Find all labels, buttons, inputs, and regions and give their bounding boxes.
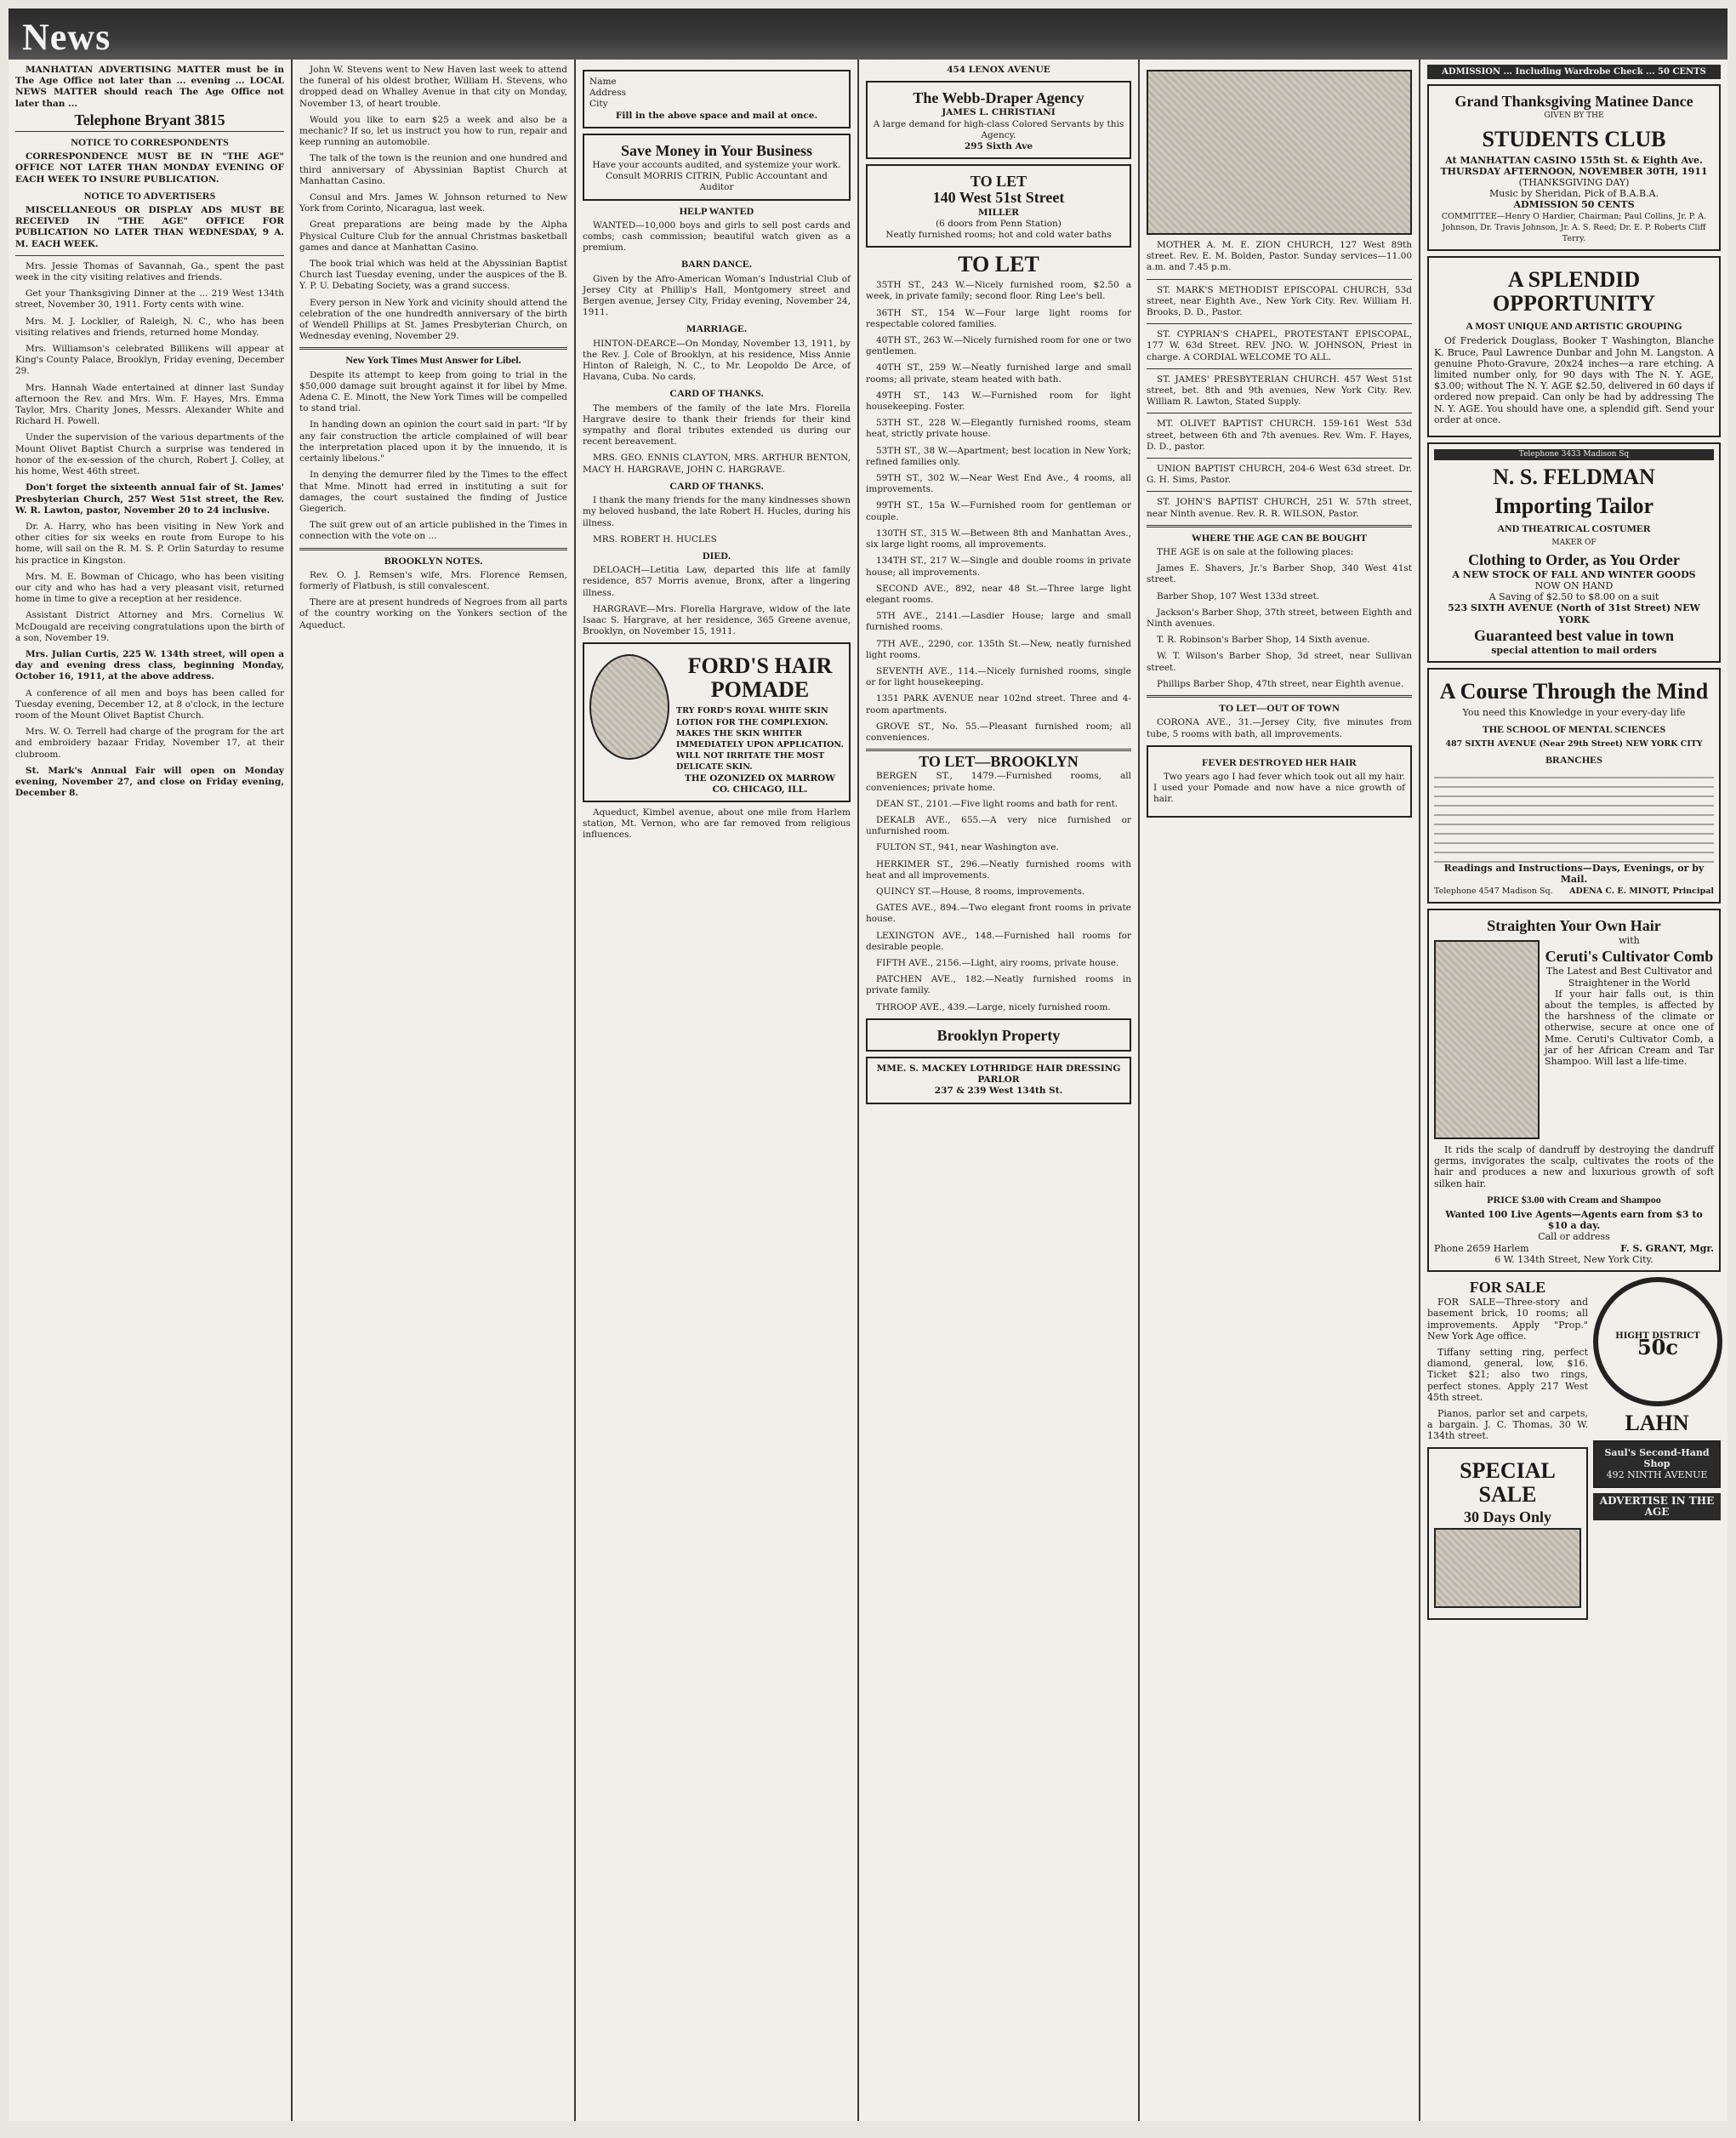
hat-illustration: [1434, 1528, 1581, 1608]
feldman-mail: special attention to mail orders: [1491, 645, 1657, 657]
course-school: THE SCHOOL OF MENTAL SCIENCES: [1482, 722, 1666, 735]
advertising-notice: MANHATTAN ADVERTISING MATTER must be in The Age Office not later than ... evening ... LOCAL NEWS MATTER should reach The Age Office not later than ...: [15, 65, 284, 109]
mackey-name: MME. S. MACKEY LOTHRIDGE HAIR DRESSING PARLOR: [876, 1063, 1121, 1086]
news-item: The book trial which was held at the Abyssinian Baptist Church last Tuesday evening, under the auspices of the B. Y. P. U. Debating Society, was a grand success.: [299, 259, 567, 292]
ceruti-sub: The Latest and Best Cultivator and Straightener in the World: [1545, 966, 1713, 989]
feldman-tailor-ad: [1427, 442, 1721, 663]
saul-shop-ad: [1593, 1440, 1721, 1488]
news-item: The talk of the town is the reunion and one hundred and third anniversary of Abyssinian Baptist Church at Manhattan Casino.: [299, 153, 567, 186]
special-sale-days: 30 Days Only: [1463, 1508, 1552, 1525]
listing: SECOND AVE., 892, near 48 St.—Three large light elegant rooms.: [866, 583, 1131, 605]
card-of-thanks-body: I thank the many friends for the many kindnesses shown my beloved husband, the late Robert H. Hucles, during his illness.: [583, 495, 851, 528]
webb-draper-ad: [866, 81, 1131, 159]
students-date: THURSDAY AFTERNOON, NOVEMBER 30TH, 1911: [1440, 165, 1708, 177]
times-paragraph: In handing down an opinion the court said in part: "If by any fair construction the article complained of will bear the interpretation placed upon it by the innuendo, it is certainly libelous.": [299, 419, 567, 465]
students-given: GIVEN BY THE: [1544, 111, 1604, 121]
students-day: (THANKSGIVING DAY): [1518, 177, 1630, 189]
fever-hair-ad: [1147, 745, 1412, 818]
brooklyn-notes-heading: BROOKLYN NOTES.: [384, 554, 483, 567]
listing: FIFTH AVE., 2156.—Light, airy rooms, private house.: [876, 957, 1119, 968]
listing: 35TH ST., 243 W.—Nicely furnished room, $2.50 a week, in private family; second floor. Ring Lee's bell.: [866, 280, 1131, 302]
listing: GATES AVE., 894.—Two elegant front rooms in private house.: [866, 903, 1131, 925]
splendid-opportunity-ad: [1427, 256, 1721, 437]
listing: 134TH ST., 217 W.—Single and double rooms in private house; all improvements.: [866, 556, 1131, 578]
news-item: Assistant District Attorney and Mrs. Cornelius W. McDougald are receiving congratulations upon the birth of a son, November 19.: [15, 610, 284, 643]
help-wanted-body: WANTED—10,000 boys and girls to sell post cards and combs; cash commission; beautiful watch given as a premium.: [583, 220, 851, 254]
listing: HERKIMER ST., 296.—Neatly furnished rooms with heat and all improvements.: [866, 858, 1131, 881]
ceruti-manager: F. S. GRANT, Mgr.: [1620, 1242, 1714, 1254]
listing: 5TH AVE., 2141.—Lasdier House; large and small furnished rooms.: [866, 611, 1131, 633]
portrait-image: [589, 654, 669, 760]
news-item: Mrs. Julian Curtis, 225 W. 134th street, will open a day and evening dress class, beginning Monday, October 16, 1911, at the above address.: [15, 648, 284, 682]
church-notice: UNION BAPTIST CHURCH, 204-6 West 63d street. Dr. G. H. Sims, Pastor.: [1147, 464, 1412, 486]
saul-heading: Saul's Second-Hand Shop: [1604, 1446, 1710, 1470]
brooklyn-property-heading: Brooklyn Property: [936, 1026, 1061, 1044]
store-address: 454 LENOX AVENUE: [947, 65, 1050, 75]
seal-district: HIGHT DISTRICT: [1615, 1331, 1700, 1341]
listing: 1351 PARK AVENUE near 102nd street. Three and 4-room apartments.: [866, 693, 1131, 716]
aqueduct-paragraph: Aqueduct, Kimbel avenue, about one mile from Harlem station, Mt. Vernon, who are far removed from religious influences.: [583, 807, 851, 841]
course-address: 487 SIXTH AVENUE (Near 29th Street) NEW YORK CITY: [1445, 738, 1703, 749]
fords-company: THE OZONIZED OX MARROW CO. CHICAGO, ILL.: [684, 773, 836, 795]
to-let-body: Neatly furnished rooms; hot and cold water baths: [885, 230, 1112, 241]
fords-heading: FORD'S HAIR POMADE: [687, 653, 833, 703]
where-age-bought-heading: WHERE THE AGE CAN BE BOUGHT: [1191, 531, 1368, 544]
students-admission: ADMISSION 50 CENTS: [1513, 199, 1635, 211]
webb-manager: JAMES L. CHRISTIANI: [942, 107, 1056, 118]
sale-item: Pianos, parlor set and carpets, a bargain. J. C. Thomas, 30 W. 134th street.: [1427, 1407, 1588, 1442]
ceruti-with: with: [1619, 934, 1640, 946]
news-item: John W. Stevens went to New Haven last week to attend the funeral of his oldest brother, William H. Stevens, who dropped dead on Whalley Avenue in that city on Monday, November 13, of heart trouble.: [299, 65, 567, 109]
sale-item: Tiffany setting ring, perfect diamond, general, low, $16. Ticket $21; also two rings, perfect stones. Apply 217 West 45th street.: [1427, 1346, 1588, 1403]
feldman-address: 523 SIXTH AVENUE (North of 31st Street) NEW YORK: [1448, 602, 1700, 625]
times-paragraph: Despite its attempt to keep from going to trial in the $50,000 damage suit brought against it for libel by Mme. Adena C. E. Minott, the New York Times will be compelled to stand trial.: [299, 369, 567, 414]
feldman-costumer: AND THEATRICAL COSTUMER: [1497, 522, 1651, 535]
church-notice: ST. JOHN'S BAPTIST CHURCH, 251 W. 57th street, near Ninth avenue. Rev. R. R. WILSON, Pastor.: [1147, 497, 1412, 519]
listing: 40TH ST., 263 W.—Nicely furnished room for one or two gentlemen.: [866, 335, 1131, 357]
column-2: [293, 60, 574, 2121]
listing: 130TH ST., 315 W.—Between 8th and Manhattan Aves., six large light rooms, all improvements.: [866, 527, 1131, 550]
webb-address: 295 Sixth Ave: [964, 141, 1033, 152]
telephone-heading: Telephone Bryant 3815: [74, 111, 225, 128]
special-sale-ad: [1427, 1447, 1588, 1620]
news-item: St. Mark's Annual Fair will open on Monday evening, November 27, and close on Friday evening, December 8.: [15, 765, 284, 799]
fever-heading: FEVER DESTROYED HER HAIR: [1202, 755, 1357, 768]
news-item: Consul and Mrs. James W. Johnson returned to New York from Corinto, Nicaragua, last week.: [299, 192, 567, 214]
news-item: Mrs. Hannah Wade entertained at dinner last Sunday afternoon the Rev. and Mrs. Wm. F. Hayes, Mrs. Emma Taylor, Mrs. Charity Jones, Messrs. Alexander White and Richard H. Powell.: [15, 382, 284, 427]
to-let-brooklyn-heading: TO LET—BROOKLYN: [919, 753, 1079, 771]
students-venue: At MANHATTAN CASINO 155th St. & Eighth Ave.: [1445, 154, 1703, 166]
news-item: Mrs. Williamson's celebrated Billikens will appear at King's County Palace, Brooklyn, Friday evening, December 29.: [15, 344, 284, 377]
ceruti-agents: Wanted 100 Live Agents—Agents earn from $3 to $10 a day.: [1445, 1208, 1703, 1232]
help-wanted-heading: HELP WANTED: [679, 204, 754, 217]
course-principal: ADENA C. E. MINOTT, Principal: [1569, 886, 1714, 896]
feldman-now: NOW ON HAND: [1534, 580, 1614, 592]
lahn-logo-text: LAHN: [1625, 1410, 1689, 1435]
coupon-city: City: [589, 99, 608, 110]
ceruti-comb-name: Ceruti's Cultivator Comb: [1545, 948, 1714, 966]
listing: 49TH ST., 143 W.—Furnished room for light housekeeping. Foster.: [866, 390, 1131, 413]
ceruti-price: PRICE $3.00 with Cream and Shampoo: [1487, 1193, 1661, 1206]
out-of-town-heading: TO LET—OUT OF TOWN: [1219, 702, 1340, 715]
where-line: W. T. Wilson's Barber Shop, 3d street, near Sullivan street.: [1147, 651, 1412, 673]
splendid-body: Of Frederick Douglass, Booker T Washington, Blanche K. Bruce, Paul Lawrence Dunbar and John M. Langston. A genuine Photo-Gravure, 20x24 inches—a rare etching. A limited number only, for 90 days with The N. Y. AGE, $3.00; without The N. Y. AGE $2.50, delivered in 60 days if ordered now prepaid. Can only be had by addressing The N. Y. AGE. You should have one, a splendid gift. Send your order at once.: [1434, 335, 1714, 425]
splendid-heading: A SPLENDID OPPORTUNITY: [1492, 267, 1656, 316]
coupon-box: [583, 70, 851, 128]
saul-address: 492 NINTH AVENUE: [1606, 1469, 1708, 1481]
column-4: [859, 60, 1138, 2121]
where-line: Barber Shop, 107 West 133d street.: [1157, 590, 1320, 601]
listing: 40TH ST., 259 W.—Neatly furnished large and small rooms; all private, steam heated with bath.: [866, 362, 1131, 385]
feldman-saving: A Saving of $2.50 to $8.00 on a suit: [1488, 591, 1659, 603]
out-of-town-body: CORONA AVE., 31.—Jersey City, five minutes from tube, 5 rooms with bath, all improvements.: [1147, 717, 1412, 739]
coupon-instruction: Fill in the above space and mail at once.: [615, 110, 818, 121]
newspaper-page: [9, 9, 1727, 2121]
card-of-thanks-heading: CARD OF THANKS.: [669, 479, 764, 492]
coupon-name: Name: [589, 77, 617, 87]
church-notice: MT. OLIVET BAPTIST CHURCH. 159-161 West 53d street, between 6th and 7th avenues. Rev. Wm. F. Hayes, D. D., pastor.: [1147, 419, 1412, 452]
ceruti-address: 6 W. 134th Street, New York City.: [1494, 1253, 1653, 1265]
course-branches: BRANCHES: [1545, 753, 1602, 766]
column-5: [1140, 60, 1419, 2121]
smudged-photo: [1147, 70, 1412, 235]
course-sub: You need this Knowledge in your every-day life: [1462, 707, 1686, 719]
news-item: A conference of all men and boys has been called for Tuesday evening, December 12, at 8 o'clock, in the lecture room of the Mount Olivet Baptist Church.: [15, 687, 284, 721]
ceruti-heading: Straighten Your Own Hair: [1487, 916, 1661, 934]
woman-illustration: [1434, 940, 1540, 1139]
to-let-sub: (6 doors from Penn Station): [936, 218, 1062, 229]
marriage-body: HINTON-DEARCE—On Monday, November 13, 1911, by the Rev. J. Cole of Brooklyn, at his residence, Miss Annie Hinton of Raleigh, N. C., to Mr. Leopoldo De Arce, of Havana, Cuba. No cards.: [583, 338, 851, 383]
column-3: [576, 60, 857, 2121]
times-libel-heading: New York Times Must Answer for Libel.: [345, 354, 521, 367]
news-item: Every person in New York and vicinity should attend the celebration of the one hundredth anniversary of the birth of Wendell Phillips at St. James Presbyterian Church, on Wednesday evening, November 29.: [299, 297, 567, 342]
fords-pomade-ad: [583, 642, 851, 802]
course-text-block: [1434, 769, 1714, 863]
coupon-address: Address: [589, 88, 627, 99]
course-mind-ad: [1427, 668, 1721, 903]
times-paragraph: In denying the demurrer filed by the Times to the effect that Mme. Minott had erred in instituting a suit for damages, the court sustained the finding of Justice Giegerich.: [299, 470, 567, 514]
listing: 53TH ST., 38 W.—Apartment; best location in New York; refined families only.: [866, 445, 1131, 467]
listing: QUINCY ST.—House, 8 rooms, improvements.: [876, 886, 1085, 897]
listing: 36TH ST., 154 W.—Four large light rooms for respectable colored families.: [866, 307, 1131, 329]
feldman-clothing: Clothing to Order, as You Order: [1468, 550, 1680, 568]
brooklyn-property-ad: [866, 1018, 1131, 1052]
barn-dance-heading: BARN DANCE.: [681, 258, 752, 271]
webb-body: A large demand for high-class Colored Servants by this Agency.: [873, 118, 1124, 140]
notice-advertisers-title: NOTICE TO ADVERTISERS: [83, 189, 216, 202]
column-1: [9, 60, 291, 2121]
to-let-heading: TO LET: [970, 173, 1027, 191]
church-notice: ST. CYPRIAN'S CHAPEL, PROTESTANT EPISCOPAL, 177 W. 63d Street. REV. JNO. W. JOHNSON, Priest in charge. A CORDIAL WELCOME TO ALL.: [1147, 329, 1412, 362]
brooklyn-item: Rev. O. J. Remsen's wife, Mrs. Florence Remsen, formerly of Flatbush, is still convalescent.: [299, 569, 567, 591]
listing: 53TH ST., 228 W.—Elegantly furnished rooms, steam heat, strictly private house.: [866, 418, 1131, 440]
listing: BERGEN ST., 1479.—Furnished rooms, all conveniences; private home.: [866, 771, 1131, 793]
listing: DEKALB AVE., 655.—A very nice furnished or unfurnished room.: [866, 814, 1131, 837]
column-6: [1420, 60, 1727, 2121]
news-item: Under the supervision of the various departments of the Mount Olivet Baptist Church a surprise was tendered in honor of the ex-session of the church, Robert J. Colley, at his home, West 46th street.: [15, 432, 284, 477]
where-line: James E. Shavers, Jr.'s Barber Shop, 340 West 41st street.: [1147, 563, 1412, 585]
webb-heading: The Webb-Draper Agency: [913, 89, 1084, 107]
students-club-name: STUDENTS CLUB: [1482, 126, 1666, 151]
notice-advertisers-body: MISCELLANEOUS OR DISPLAY ADS MUST BE RECEIVED IN "THE AGE" OFFICE FOR PUBLICATION NO LATER THAN WEDNESDAY, 9 A. M. EACH WEEK.: [15, 205, 284, 249]
masthead-strip: [9, 9, 1727, 60]
listing: 7TH AVE., 2290, cor. 135th St.—New, neatly furnished light rooms.: [866, 638, 1131, 660]
news-item: Get your Thanksgiving Dinner at the ... 219 West 134th street, November 30, 1911. Forty cents with wine.: [15, 288, 284, 311]
feldman-stock: A NEW STOCK OF FALL AND WINTER GOODS: [1452, 568, 1696, 580]
news-item: Mrs. M. E. Bowman of Chicago, who has been visiting our city and who has had a very pleasant visit, returned home in time to give a reception at her residence.: [15, 571, 284, 605]
card-of-thanks-names: MRS. GEO. ENNIS CLAYTON, MRS. ARTHUR BENTON, MACY H. HARGRAVE, JOHN C. HARGRAVE.: [583, 453, 851, 475]
listing: 59TH ST., 302 W.—Near West End Ave., 4 rooms, all improvements.: [866, 473, 1131, 495]
feldman-title: Importing Tailor: [1494, 493, 1654, 519]
admission-strip: ADMISSION ... Including Wardrobe Check ... 50 CENTS: [1427, 65, 1721, 79]
students-club-ad: [1427, 84, 1721, 251]
brooklyn-item: There are at present hundreds of Negroes from all parts of the country working on the Yonkers section of the Aqueduct.: [299, 597, 567, 630]
notice-correspondents-body: CORRESPONDENCE MUST BE IN "THE AGE" OFFICE NOT LATER THAN MONDAY EVENING OF EACH WEEK TO INSURE PUBLICATION.: [15, 151, 284, 185]
to-let-address: 140 West 51st Street: [932, 189, 1065, 207]
course-heading: A Course Through the Mind: [1439, 679, 1709, 704]
to-let-name: MILLER: [977, 207, 1020, 218]
died-heading: DIED.: [702, 549, 731, 562]
church-notice: MOTHER A. M. E. ZION CHURCH, 127 West 89th street. Rev. E. M. Bolden, Pastor. Sunday services—11.00 a.m. and 7.45 p.m.: [1147, 240, 1412, 273]
where-line: T. R. Robinson's Barber Shop, 14 Sixth avenue.: [1157, 635, 1370, 646]
news-item: Mrs. M. J. Locklier, of Raleigh, N. C., who has been visiting relatives and friends, returned home Monday.: [15, 316, 284, 338]
news-item: Mrs. W. O. Terrell had charge of the program for the art and embroidery bazaar Friday, November 17, at their clubroom.: [15, 727, 284, 760]
save-money-ad: [583, 134, 851, 201]
seal-price: 50c: [1636, 1334, 1678, 1360]
died-notice: HARGRAVE—Mrs. Florella Hargrave, widow of the late Isaac S. Hargrave, at her residence, 365 Greene avenue, Brooklyn, on November 15, 1911.: [583, 603, 851, 637]
listing: THROOP AVE., 439.—Large, nicely furnished room.: [876, 1001, 1111, 1012]
news-item: Mrs. Jessie Thomas of Savannah, Ga., spent the past week in the city visiting relatives and friends.: [15, 260, 284, 283]
news-item: Dr. A. Harry, who has been visiting in New York and other cities for six weeks en route from Europe to his home, will sail on the R. M. S. P. Orlin Saturday to resume his practice in Kingston.: [15, 521, 284, 566]
where-line: Jackson's Barber Shop, 37th street, between Eighth and Ninth avenues.: [1147, 607, 1412, 630]
church-notice: ST. MARK'S METHODIST EPISCOPAL CHURCH, 53d street, near Eighth Ave., New York City. Rev. William H. Brooks, D. D., Pastor.: [1147, 284, 1412, 318]
to-let-section-heading: TO LET: [958, 252, 1039, 277]
feldman-telephone: Telephone 3433 Madison Sq: [1434, 449, 1714, 460]
card-of-thanks-body: The members of the family of the late Mrs. Florella Hargrave desire to thank their friends for their kind sympathy and floral tributes extended us during our recent bereavement.: [583, 402, 851, 448]
fords-body: TRY FORD'S ROYAL WHITE SKIN LOTION FOR THE COMPLEXION. MAKES THE SKIN WHITER IMMEDIATELY UPON APPLICATION. WILL NOT IRRITATE THE MOST DELICATE SKIN.: [676, 706, 844, 773]
card-of-thanks-name: MRS. ROBERT H. HUCLES: [593, 533, 717, 544]
barn-dance-body: Given by the Afro-American Woman's Industrial Club of Jersey City at Phillip's Hall, Montgomery street and Bergen avenue, Jersey City, Friday evening, November 24, 1911.: [583, 273, 851, 318]
listing: PATCHEN AVE., 182.—Neatly furnished rooms in private family.: [866, 974, 1131, 996]
marriage-heading: MARRIAGE.: [686, 322, 747, 335]
save-money-heading: Save Money in Your Business: [620, 141, 813, 159]
for-sale-heading: FOR SALE: [1469, 1278, 1546, 1296]
save-money-body: Have your accounts audited, and systemize your work. Consult MORRIS CITRIN, Public Accountant and Auditor: [592, 160, 841, 193]
ceruti-comb-ad: [1427, 909, 1721, 1272]
seal-emblem: [1593, 1277, 1722, 1406]
ceruti-body: If your hair falls out, is thin about the temples, is affected by the harshness of the climate or otherwise, secure at once one of Mme. Ceruti's Cultivator Comb, a jar of her African Cream and Tar Shampoo. Will last a life-time.: [1545, 988, 1714, 1067]
students-music: Music by Sheridan, Pick of B.A.B.A.: [1489, 188, 1659, 200]
fever-body: Two years ago I had fever which took out all my hair. I used your Pomade and now have a nice growth of hair.: [1153, 771, 1405, 805]
masthead-word: News: [22, 16, 111, 58]
news-item: Great preparations are being made by the Alpha Physical Culture Club for the annual Christmas basketball games and dance at Manhattan Casino.: [299, 220, 567, 253]
listing: GROVE ST., No. 55.—Pleasant furnished room; all conveniences.: [866, 721, 1131, 743]
feldman-guarantee: Guaranteed best value in town: [1473, 626, 1674, 644]
advertise-banner: ADVERTISE IN THE AGE: [1593, 1493, 1721, 1520]
card-of-thanks-heading: CARD OF THANKS.: [669, 387, 764, 400]
times-paragraph: The suit grew out of an article published in the Times in connection with the vote on ...: [299, 520, 567, 542]
listing: FULTON ST., 941, near Washington ave.: [876, 842, 1059, 853]
where-line: Phillips Barber Shop, 47th street, near Eighth avenue.: [1157, 678, 1404, 689]
listing: 99TH ST., 15a W.—Furnished room for gentleman or couple.: [866, 500, 1131, 522]
sale-item: FOR SALE—Three-story and basement brick, 10 rooms; all improvements. Apply "Prop." New York Age office.: [1427, 1297, 1588, 1342]
mackey-ad: [866, 1057, 1131, 1104]
listing: SEVENTH AVE., 114.—Nicely furnished rooms, single or for light housekeeping.: [866, 665, 1131, 688]
church-notice: ST. JAMES' PRESBYTERIAN CHURCH. 457 West 51st street, bet. 8th and 9th avenues, New York City. Rev. William R. Lawton, Stated Supply.: [1147, 373, 1412, 408]
listing: LEXINGTON AVE., 148.—Furnished hall rooms for desirable people.: [866, 930, 1131, 952]
news-item: Don't forget the sixteenth annual fair of St. James' Presbyterian Church, 257 West 51st street, the Rev. W. R. Lawton, pastor, November 20 to 24 inclusive.: [15, 482, 284, 516]
to-let-ad: [866, 164, 1131, 248]
died-notice: DELOACH—Letitia Law, departed this life at family residence, 857 Morris avenue, Bronx, after a lingering illness.: [583, 565, 851, 598]
special-sale-heading: SPECIAL SALE: [1460, 1457, 1556, 1507]
listing: DEAN ST., 2101.—Five light rooms and bath for rent.: [876, 798, 1118, 809]
notice-correspondents-title: NOTICE TO CORRESPONDENTS: [71, 136, 229, 149]
ceruti-phone: Phone 2659 Harlem: [1434, 1242, 1529, 1254]
ceruti-body-2: It rids the scalp of dandruff by destroying the dandruff germs, invigorates the scalp, cultivates the roots of the hair and produces a new and luxurious growth of soft silken hair.: [1434, 1143, 1714, 1189]
course-readings: Readings and Instructions—Days, Evenings, or by Mail.: [1443, 863, 1705, 886]
news-item: Would you like to earn $25 a week and also be a mechanic? If so, let us instruct you how to run, repair and keep running an automobile.: [299, 114, 567, 148]
where-line: THE AGE is on sale at the following places:: [1157, 547, 1354, 558]
course-telephone: Telephone 4547 Madison Sq.: [1434, 886, 1553, 896]
students-committee: COMMITTEE—Henry O Hardier, Chairman; Paul Collins, Jr. P. A. Johnson, Dr. Travis Johnson, Jr. A. S. Reed; Dr. E. P. Roberts Cliff Terry.: [1441, 211, 1707, 244]
ceruti-call: Call or address: [1538, 1231, 1610, 1243]
feldman-name: N. S. FELDMAN: [1493, 465, 1655, 490]
feldman-maker: MAKER OF: [1551, 539, 1597, 548]
splendid-sub: A MOST UNIQUE AND ARTISTIC GROUPING: [1466, 320, 1682, 333]
mackey-address: 237 & 239 West 134th St.: [934, 1086, 1063, 1097]
students-heading: Grand Thanksgiving Matinee Dance: [1454, 93, 1693, 111]
